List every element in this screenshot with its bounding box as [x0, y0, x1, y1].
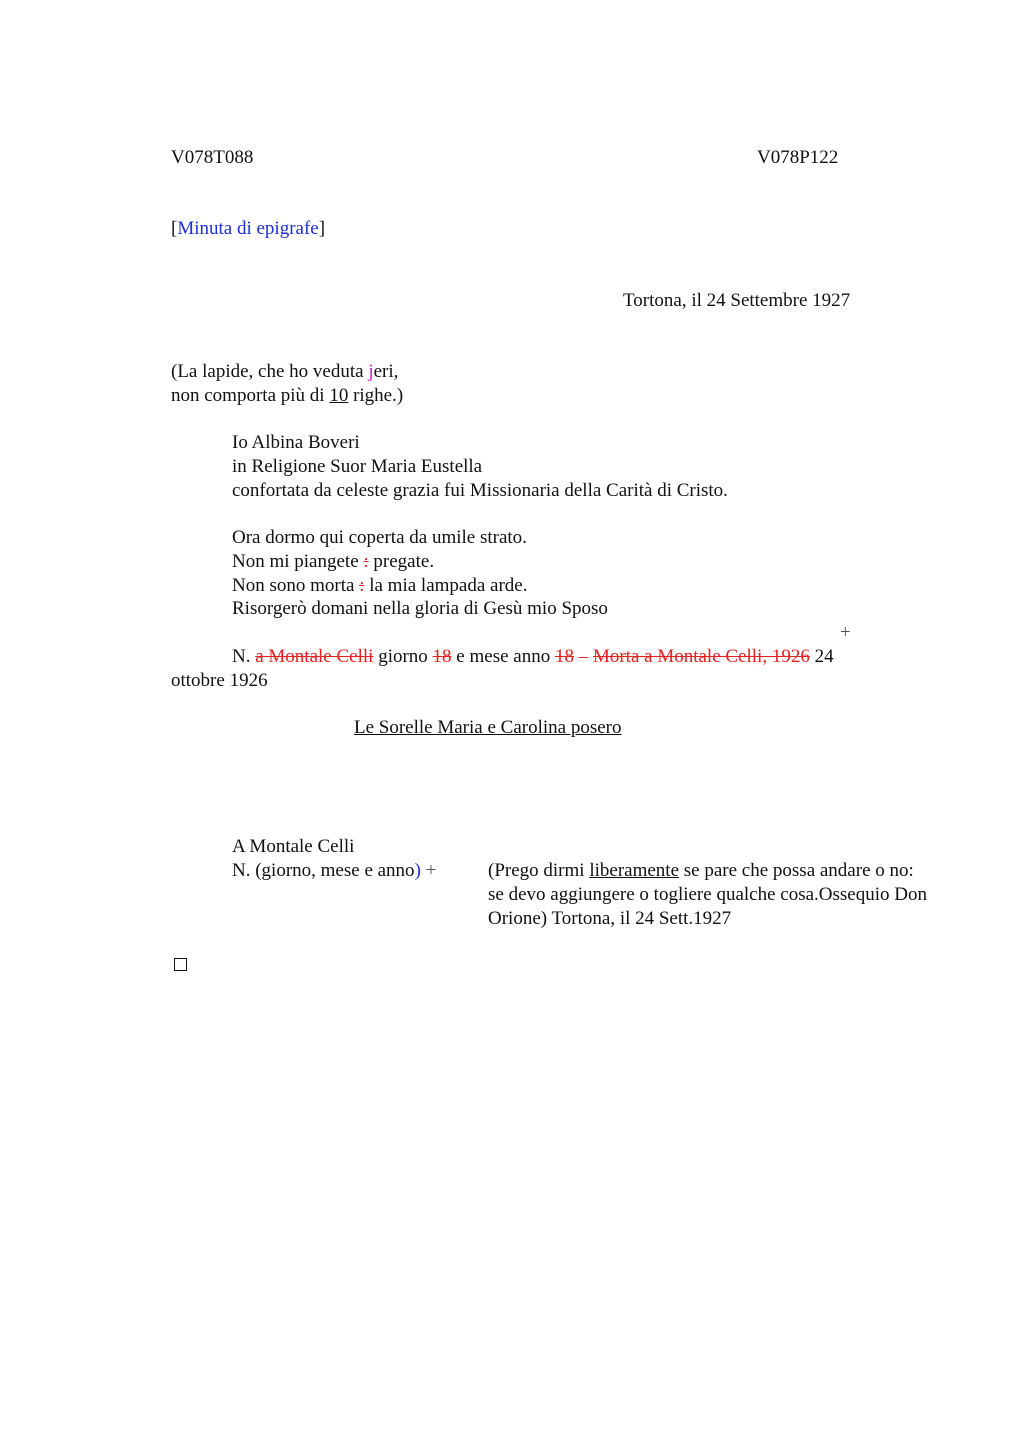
epigraph-line: [232, 550, 434, 574]
sisters-line: Le Sorelle Maria e Carolina posero: [354, 717, 622, 738]
note-text: se pare che possa andare o no: se devo aggiungere o togliere qualche cosa.Ossequio Don Orione) Tortona, il 24 Sett.1927: [488, 860, 927, 929]
title-open-bracket: [: [171, 218, 178, 239]
document-code-left: V078T088: [171, 147, 254, 168]
bottom-birth-text: N. (giorno, mese e anno: [232, 860, 415, 881]
birth-mese: e mese anno: [451, 646, 555, 667]
intro-line-count: 10: [329, 385, 349, 406]
deleted-colon: :: [363, 551, 369, 572]
bottom-place: A Montale Celli: [232, 836, 355, 857]
title-text: Minuta di epigrafe: [177, 218, 319, 239]
birth-n: N.: [232, 646, 256, 667]
birth-line: [232, 645, 834, 669]
epigraph-text: pregate.: [368, 551, 435, 572]
deleted-year: 18: [554, 646, 574, 667]
intro-correction-j: j: [368, 361, 374, 382]
intro-line-2-end: righe.): [348, 385, 404, 406]
bottom-birth: [232, 859, 436, 883]
cross-mark: +: [840, 622, 851, 643]
epigraph-text: Non sono morta: [232, 575, 360, 596]
intro-line-2-text: non comporta più di: [171, 385, 330, 406]
epigraph-line: confortata da celeste grazia fui Missionaria della Carità di Cristo.: [232, 480, 728, 501]
birth-line-continuation: ottobre 1926: [171, 670, 268, 691]
epigraph-line: Ora dormo qui coperta da umile strato.: [232, 527, 527, 548]
bottom-birth-plus: +: [420, 860, 437, 881]
title-close-bracket: ]: [318, 218, 326, 239]
epigraph-line: Io Albina Boveri: [232, 432, 360, 453]
checkbox-icon: [174, 958, 187, 971]
deleted-colon: :: [359, 575, 365, 596]
epigraph-text: la mia lampada arde.: [364, 575, 528, 596]
note-underlined: liberamente: [589, 860, 680, 881]
birth-giorno: giorno: [373, 646, 433, 667]
note-text: (Prego dirmi: [488, 860, 590, 881]
intro-line-1-text: (La lapide, che ho veduta: [171, 361, 369, 382]
intro-line-1: [171, 360, 398, 384]
epigraph-line: in Religione Suor Maria Eustella: [232, 456, 483, 477]
deleted-death-line: Morta a Montale Celli, 1926: [592, 646, 810, 667]
bottom-birth-paren: ): [414, 860, 421, 881]
document-code-right: V078P122: [757, 147, 839, 168]
birth-dash: –: [573, 646, 593, 667]
epigraph-line: [232, 574, 527, 598]
epigraph-line: Risorgerò domani nella gloria di Gesù mio Sposo: [232, 598, 608, 619]
intro-line-1-end: eri,: [373, 361, 399, 382]
date-line: Tortona, il 24 Settembre 1927: [623, 290, 851, 311]
deleted-place: a Montale Celli: [255, 646, 374, 667]
birth-tail: 24: [809, 646, 834, 667]
document-title: [171, 217, 325, 241]
intro-line-2: [171, 384, 403, 408]
author-note: [488, 859, 928, 931]
deleted-day: 18: [432, 646, 452, 667]
epigraph-text: Non mi piangete: [232, 551, 364, 572]
